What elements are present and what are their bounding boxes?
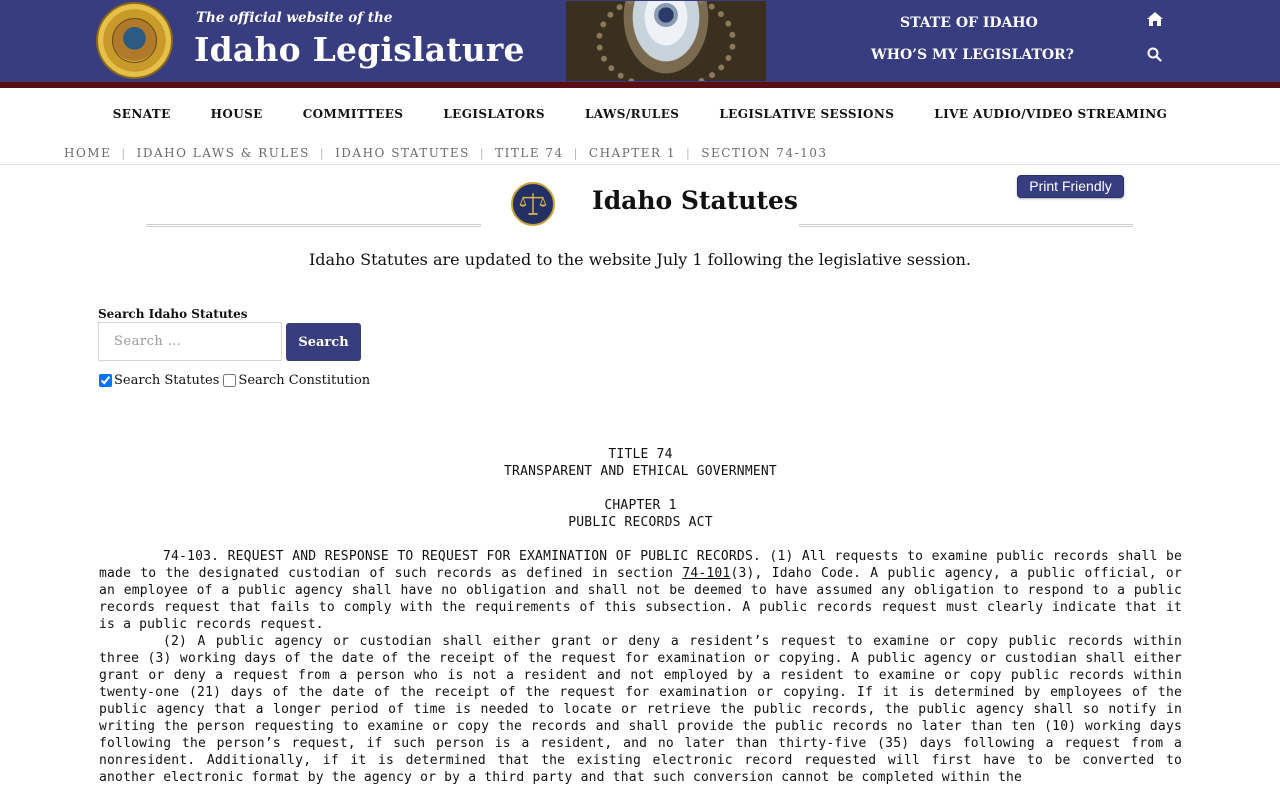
site-tagline: The official website of the xyxy=(196,10,393,26)
site-header xyxy=(0,0,1280,82)
state-seal-logo[interactable] xyxy=(96,2,173,79)
search-constitution-checkbox[interactable] xyxy=(223,374,236,387)
breadcrumb-separator: | xyxy=(319,146,326,160)
subsection-1-text-a: 74-103. REQUEST AND RESPONSE TO REQUEST FOR EXAMINATION OF PUBLIC RECORDS. (1) All requests to examine public records shall be made to the designated custodian of such records as defined in section xyxy=(99,549,1182,581)
statute-subsection-2 xyxy=(99,633,1182,786)
breadcrumb-divider xyxy=(0,164,1280,165)
search-statutes-checkbox[interactable] xyxy=(99,374,112,387)
breadcrumb-home[interactable]: HOME xyxy=(64,146,112,160)
search-constitution-label[interactable]: Search Constitution xyxy=(238,373,371,388)
nav-legislators[interactable]: LEGISLATORS xyxy=(443,107,545,121)
spacer xyxy=(99,531,1182,548)
breadcrumb-laws-rules[interactable]: IDAHO LAWS & RULES xyxy=(136,146,310,160)
breadcrumb-separator: | xyxy=(121,146,127,160)
update-notice: Idaho Statutes are updated to the website July 1 following the legislative session. xyxy=(308,250,971,269)
nav-committees[interactable]: COMMITTEES xyxy=(302,107,404,121)
home-icon[interactable] xyxy=(1146,11,1164,27)
breadcrumb-chapter[interactable]: CHAPTER 1 xyxy=(588,146,677,160)
nav-laws-rules[interactable]: LAWS/RULES xyxy=(584,107,680,121)
main-nav xyxy=(0,88,1280,140)
title-rule-right xyxy=(799,224,1133,227)
dome-oculus xyxy=(654,3,678,27)
statute-title-number: TITLE 74 xyxy=(608,447,673,462)
breadcrumb-section: SECTION 74-103 xyxy=(701,146,828,160)
title-rule-left xyxy=(146,224,481,227)
nav-live-streaming[interactable]: LIVE AUDIO/VIDEO STREAMING xyxy=(934,107,1168,121)
breadcrumb-separator: | xyxy=(573,146,579,160)
subsection-2-text: (2) A public agency or custodian shall either grant or deny a resident’s request to examine or copy public records within three (3) working days of the date of the receipt of the request for examination or copying. A public agency or custodian shall either grant or deny a request from a person who is not a resident and not employed by a resident to examine or copy public records within twenty-one (21) days of the date of the receipt of the request for examination or copying. If it is determined by employees of the public agency that a longer period of time is needed to locate or retrieve the public records, the public agency shall so notify in writing the person requesting to examine or copy the records and shall provide the public records no later than ten (10) working days following the person’s request, if such person is a resident, and no later than thirty-five (35) days following a request from a nonresident. Additionally, if it is determined that the existing electronic record requested will first have to be converted to another electronic format by the agency or by a third party and that such conversion cannot be completed within the xyxy=(99,634,1182,785)
search-scope-options xyxy=(98,373,370,388)
nav-legislative-sessions[interactable]: LEGISLATIVE SESSIONS xyxy=(719,107,895,121)
breadcrumb-separator: | xyxy=(686,146,692,160)
state-of-idaho-link[interactable]: STATE OF IDAHO xyxy=(900,15,1038,31)
whos-my-legislator-link[interactable]: WHO’S MY LEGISLATOR? xyxy=(871,47,1074,63)
search-input[interactable] xyxy=(98,322,282,361)
nav-house[interactable]: HOUSE xyxy=(210,107,263,121)
statute-chapter-number: CHAPTER 1 xyxy=(604,498,677,513)
print-friendly-button[interactable]: Print Friendly xyxy=(1017,175,1124,198)
spacer xyxy=(99,480,1182,497)
scales-of-justice-icon xyxy=(511,182,555,226)
nav-senate[interactable]: SENATE xyxy=(112,107,171,121)
statute-chapter-name: PUBLIC RECORDS ACT xyxy=(568,515,713,530)
capitol-dome-image xyxy=(566,1,766,81)
breadcrumb xyxy=(64,146,828,160)
search-label: Search Idaho Statutes xyxy=(98,307,248,321)
seal-emblem xyxy=(112,18,157,63)
statute-title-name: TRANSPARENT AND ETHICAL GOVERNMENT xyxy=(504,464,777,479)
statute-text xyxy=(99,446,1182,786)
search-button[interactable]: Search xyxy=(286,323,361,361)
page-title: Idaho Statutes xyxy=(592,186,798,215)
search-statutes-label[interactable]: Search Statutes xyxy=(114,373,220,388)
breadcrumb-separator: | xyxy=(479,146,486,160)
search-icon[interactable] xyxy=(1147,47,1162,62)
breadcrumb-title[interactable]: TITLE 74 xyxy=(495,146,564,160)
site-title[interactable]: Idaho Legislature xyxy=(194,30,525,69)
section-74-101-link[interactable]: 74-101 xyxy=(682,566,731,581)
subsection-1-text-b: (3), Idaho Code. A public agency, a public official, or an employee of a public agency shall have no obligation and shall not be deemed to have assumed any obligation to respond to a public records request that fails to comply with the requirements of this subsection. A public records request must clearly indicate that it is a public records request. xyxy=(99,566,1182,632)
statute-subsection-1 xyxy=(99,548,1182,633)
breadcrumb-statutes[interactable]: IDAHO STATUTES xyxy=(335,146,470,160)
